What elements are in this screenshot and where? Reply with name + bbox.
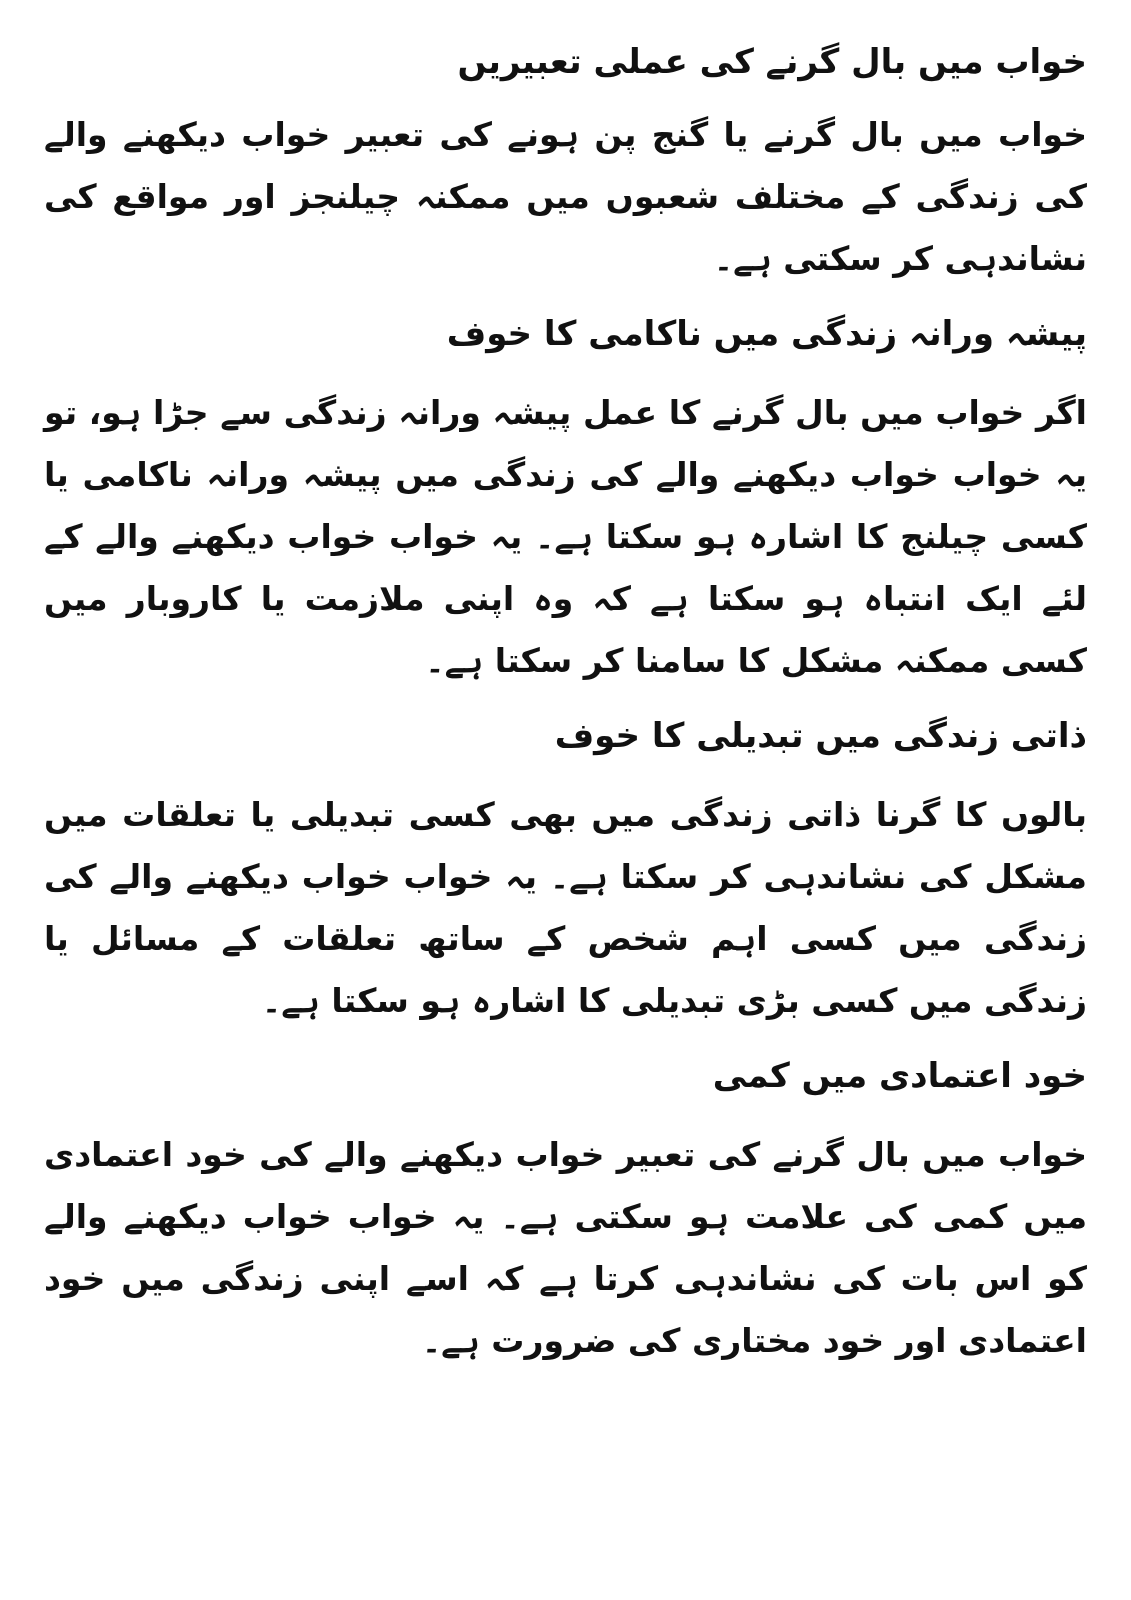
section-paragraph: بالوں کا گرنا ذاتی زندگی میں بھی کسی تبدیلی یا تعلقات میں مشکل کی نشاندہی کر سکتا ہے۔ یہ خواب خواب دیکھنے والے کی زندگی میں کسی اہم شخص کے ساتھ تعلقات کے مسائل یا زندگی میں کسی بڑی تبدیلی کا اشارہ ہو سکتا ہے۔ [44,795,1087,1020]
section-self-confidence [44,1046,1087,1372]
section-paragraph: اگر خواب میں بال گرنے کا عمل پیشہ ورانہ زندگی سے جڑا ہو، تو یہ خواب خواب دیکھنے والے کی زندگی میں پیشہ ورانہ ناکامی یا کسی چیلنج کا اشارہ ہو سکتا ہے۔ یہ خواب خواب دیکھنے والے کے لئے ایک انتباہ ہو سکتا ہے کہ وہ اپنی ملازمت یا کاروبار میں کسی ممکنہ مشکل کا سامنا کر سکتا ہے۔ [44,393,1087,680]
intro-section [44,32,1087,290]
section-professional-failure [44,304,1087,692]
document-title: خواب میں بال گرنے کی عملی تعبیریں [457,42,1087,82]
section-personal-change [44,706,1087,1032]
section-paragraph: خواب میں بال گرنے کی تعبیر خواب دیکھنے والے کی خود اعتمادی میں کمی کی علامت ہو سکتی ہے۔ یہ خواب خواب دیکھنے والے کو اس بات کی نشاندہی کرتا ہے کہ اسے اپنی زندگی میں خود اعتمادی اور خود مختاری کی ضرورت ہے۔ [44,1135,1087,1360]
section-heading: ذاتی زندگی میں تبدیلی کا خوف [554,716,1087,756]
intro-paragraph: خواب میں بال گرنے یا گنج پن ہونے کی تعبیر خواب دیکھنے والے کی زندگی کے مختلف شعبوں میں ممکنہ چیلنجز اور مواقع کی نشاندہی کر سکتی ہے۔ [44,115,1087,278]
document-page [44,32,1087,1386]
section-heading: پیشہ ورانہ زندگی میں ناکامی کا خوف [446,314,1087,354]
section-heading: خود اعتمادی میں کمی [712,1056,1087,1096]
